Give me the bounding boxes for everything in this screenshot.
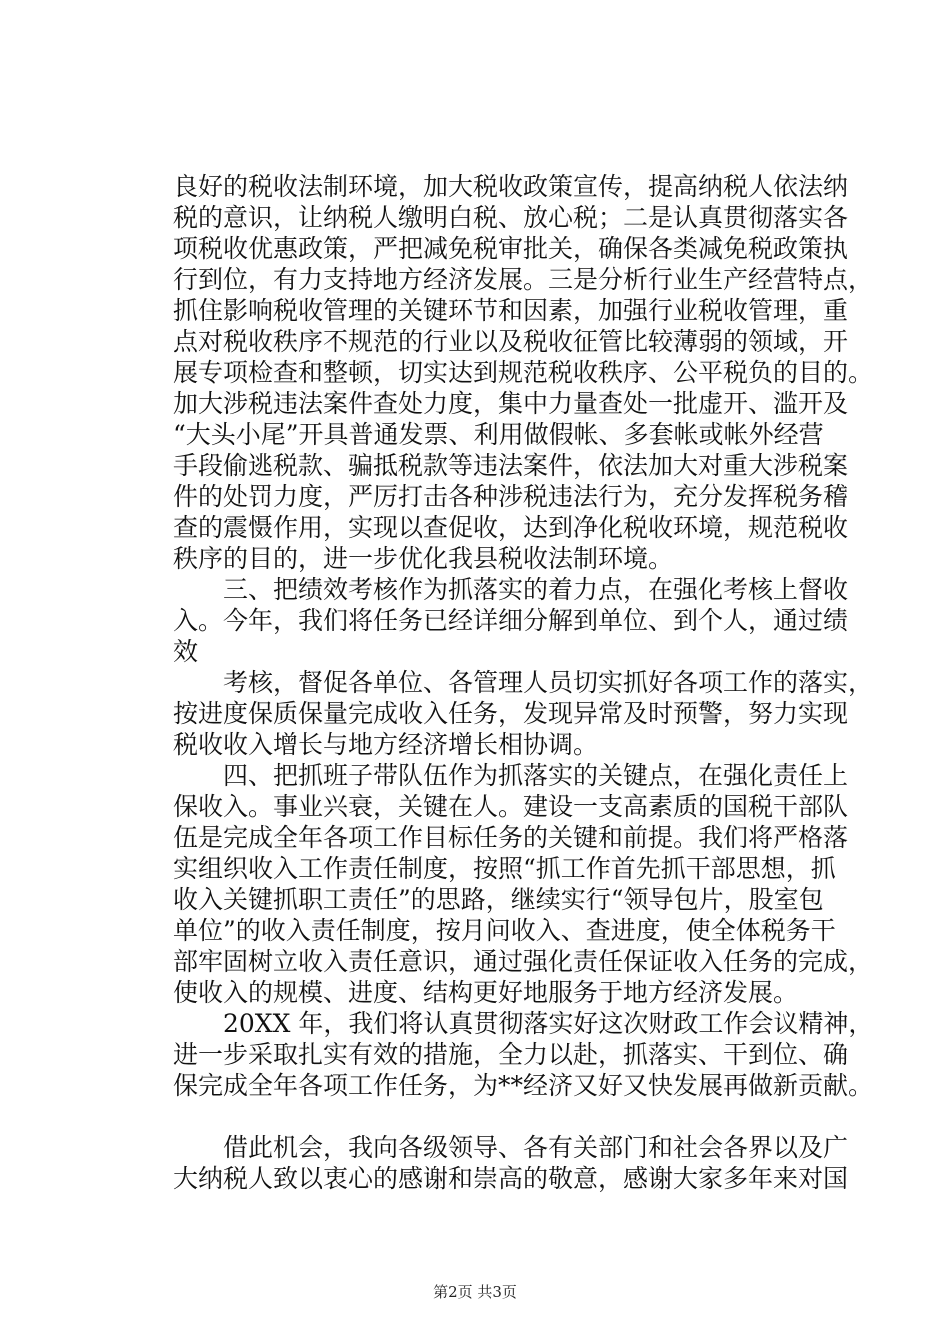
text-line: 税收收入增长与地方经济增长相协调。 bbox=[173, 730, 599, 759]
text-line: “大头小尾”开具普通发票、利用做假帐、多套帐或帐外经营 bbox=[173, 420, 824, 449]
text-line: 税的意识，让纳税人缴明白税、放心税；二是认真贯彻落实各 bbox=[173, 203, 849, 232]
text-line: 抓住影响税收管理的关键环节和因素，加强行业税收管理，重 bbox=[173, 296, 849, 325]
text-line: 手段偷逃税款、骗抵税款等违法案件，依法加大对重大涉税案 bbox=[173, 451, 849, 480]
text-line: 入。今年，我们将任务已经详细分解到单位、到个人，通过绩 bbox=[173, 606, 849, 635]
text-line: 部牢固树立收入责任意识，通过强化责任保证收入任务的完成， bbox=[173, 947, 874, 976]
text-line: 考核，督促各单位、各管理人员切实抓好各项工作的落实， bbox=[173, 668, 874, 697]
text-line: 良好的税收法制环境，加大税收政策宣传，提高纳税人依法纳 bbox=[173, 172, 849, 201]
text-line: 加大涉税违法案件查处力度，集中力量查处一批虚开、滥开及 bbox=[173, 389, 849, 418]
text-line: 效 bbox=[173, 637, 199, 666]
text-line: 件的处罚力度，严厉打击各种涉税违法行为，充分发挥税务稽 bbox=[173, 482, 849, 511]
text-line: 进一步采取扎实有效的措施，全力以赴，抓落实、干到位、确 bbox=[173, 1040, 849, 1069]
text-line: 三、把绩效考核作为抓落实的着力点，在强化考核上督收 bbox=[173, 575, 849, 604]
text-line: 单位”的收入责任制度，按月问收入、查进度，使全体税务干 bbox=[173, 916, 836, 945]
text-line: 保收入。事业兴衰，关键在人。建设一支高素质的国税干部队 bbox=[173, 792, 849, 821]
text-line: 行到位，有力支持地方经济发展。三是分析行业生产经营特点， bbox=[173, 265, 874, 294]
text-line: 收入关键抓职工责任”的思路，继续实行“领导包片，股室包 bbox=[173, 885, 824, 914]
text-line: 大纳税人致以衷心的感谢和崇高的敬意，感谢大家多年来对国 bbox=[173, 1164, 849, 1193]
text-line: 借此机会，我向各级领导、各有关部门和社会各界以及广 bbox=[173, 1133, 849, 1162]
text-line: 点对税收秩序不规范的行业以及税收征管比较薄弱的领域，开 bbox=[173, 327, 849, 356]
text-line: 秩序的目的，进一步优化我县税收法制环境。 bbox=[173, 544, 674, 573]
text-line: 20XX 年，我们将认真贯彻落实好这次财政工作会议精神， bbox=[173, 1009, 874, 1038]
text-line: 四、把抓班子带队伍作为抓落实的关键点，在强化责任上 bbox=[173, 761, 849, 790]
text-line: 保完成全年各项工作任务，为**经济又好又快发展再做新贡献。 bbox=[173, 1071, 874, 1100]
text-line: 查的震慑作用，实现以查促收，达到净化税收环境，规范税收 bbox=[173, 513, 849, 542]
text-line: 展专项检查和整顿，切实达到规范税收秩序、公平税负的目的。 bbox=[173, 358, 874, 387]
page-number: 第2页 共3页 bbox=[433, 1283, 517, 1301]
text-line: 实组织收入工作责任制度，按照“抓工作首先抓干部思想，抓 bbox=[173, 854, 836, 883]
text-line: 项税收优惠政策，严把减免税审批关，确保各类减免税政策执 bbox=[173, 234, 849, 263]
text-line: 使收入的规模、进度、结构更好地服务于地方经济发展。 bbox=[173, 978, 799, 1007]
text-line: 伍是完成全年各项工作目标任务的关键和前提。我们将严格落 bbox=[173, 823, 849, 852]
text-line: 按进度保质保量完成收入任务，发现异常及时预警，努力实现 bbox=[173, 699, 849, 728]
page-footer bbox=[0, 1282, 950, 1302]
